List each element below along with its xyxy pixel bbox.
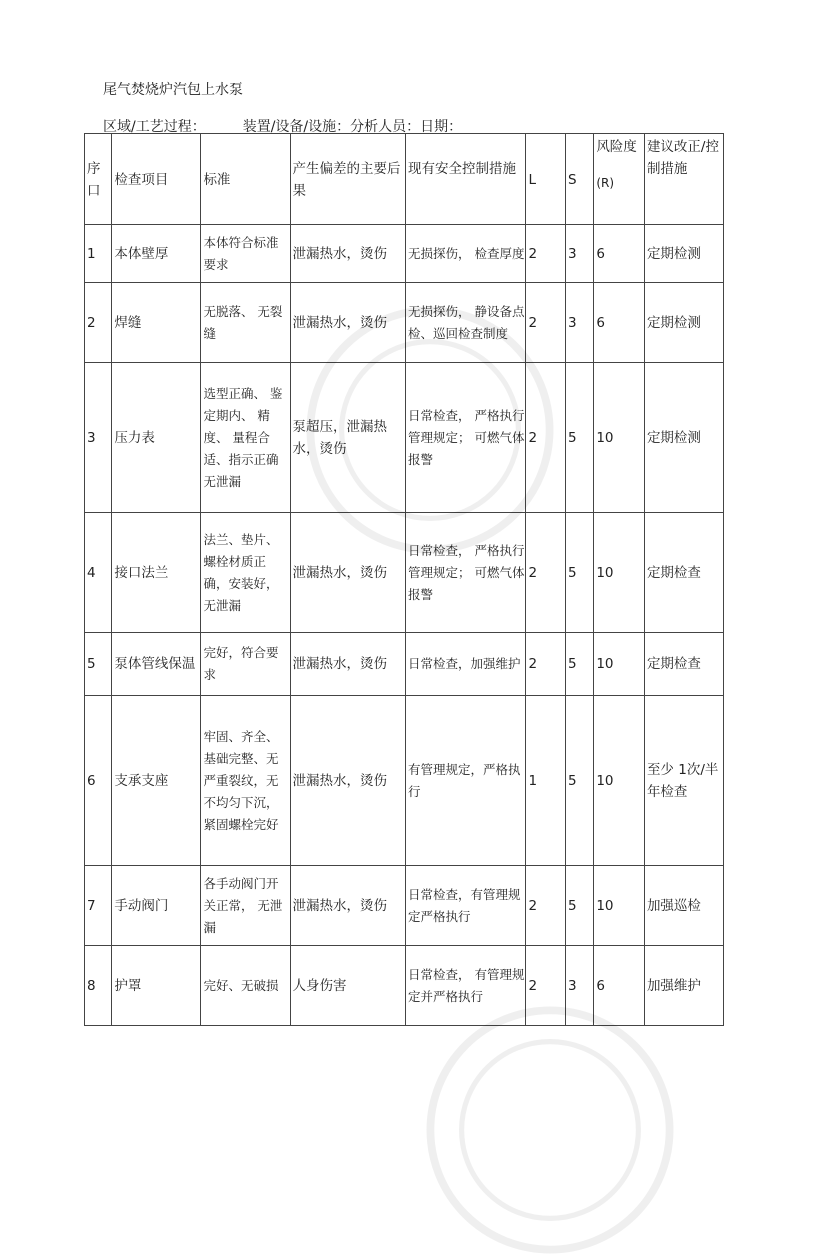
watermark-seal-bottom [420,1000,680,1260]
cell-standard: 本体符合标准要求 [201,225,290,283]
cell-advice: 定期检测 [644,363,723,513]
cell-item: 焊缝 [112,283,201,363]
cell-consequence: 泄漏热水，烫伤 [290,513,405,633]
cell-standard: 完好、无破损 [201,946,290,1026]
cell-l: 2 [526,866,565,946]
cell-item: 泵体管线保温 [112,633,201,696]
cell-advice: 加强巡检 [644,866,723,946]
cell-control: 日常检查，有管理规定严格执行 [405,866,526,946]
cell-r: 10 [594,696,645,866]
inspection-table [84,133,724,1026]
cell-s: 5 [565,513,593,633]
cell-item: 护罩 [112,946,201,1026]
cell-r: 10 [594,363,645,513]
header-s: S [565,134,593,225]
table-header-row [85,134,724,225]
cell-r: 6 [594,283,645,363]
cell-seq: 1 [85,225,112,283]
meta-date: 日期： [420,119,463,135]
header-consequence: 产生偏差的主要后果 [290,134,405,225]
header-risk-label: 风险度 [596,139,637,155]
cell-l: 2 [526,513,565,633]
cell-l: 2 [526,363,565,513]
cell-control: 日常检查，加强维护 [405,633,526,696]
cell-r: 6 [594,225,645,283]
cell-control: 日常检查， 有管理规定并严格执行 [405,946,526,1026]
cell-consequence: 人身伤害 [290,946,405,1026]
cell-standard: 无脱落、 无裂缝 [201,283,290,363]
cell-s: 3 [565,225,593,283]
cell-standard: 牢固、齐全、基础完整、无严重裂纹，无不均匀下沉，紧固螺栓完好 [201,696,290,866]
header-risk-unit: (R) [596,176,615,190]
cell-r: 6 [594,946,645,1026]
cell-control: 无损探伤， 静设备点检、巡回检查制度 [405,283,526,363]
cell-control: 无损探伤， 检查厚度 [405,225,526,283]
cell-s: 3 [565,283,593,363]
meta-device: 装置/设备/设施： [242,119,351,135]
cell-consequence: 泄漏热水，烫伤 [290,225,405,283]
cell-control: 有管理规定，严格执行 [405,696,526,866]
cell-item: 支承支座 [112,696,201,866]
header-l: L [526,134,565,225]
cell-seq: 2 [85,283,112,363]
table-row [85,363,724,513]
header-seq: 序 口 [85,134,112,225]
header-standard: 标准 [201,134,290,225]
header-item: 检查项目 [112,134,201,225]
cell-r: 10 [594,866,645,946]
cell-l: 2 [526,633,565,696]
cell-standard: 选型正确、 鉴定期内、 精度、 量程合适、指示正确无泄漏 [201,363,290,513]
cell-control: 日常检查， 严格执行管理规定； 可燃气体报警 [405,363,526,513]
cell-seq: 6 [85,696,112,866]
cell-consequence: 泄漏热水，烫伤 [290,696,405,866]
cell-item: 本体壁厚 [112,225,201,283]
meta-analyst: 分析人员： [350,119,421,135]
cell-advice: 定期检测 [644,283,723,363]
cell-l: 2 [526,225,565,283]
cell-standard: 法兰、垫片、螺栓材质正确，安装好，无泄漏 [201,513,290,633]
cell-r: 10 [594,633,645,696]
cell-s: 5 [565,633,593,696]
cell-l: 2 [526,946,565,1026]
cell-item: 压力表 [112,363,201,513]
cell-seq: 4 [85,513,112,633]
cell-s: 5 [565,696,593,866]
table-row [85,696,724,866]
cell-item: 接口法兰 [112,513,201,633]
cell-seq: 5 [85,633,112,696]
cell-advice: 加强维护 [644,946,723,1026]
table-row [85,866,724,946]
cell-consequence: 泵超压，泄漏热水，烫伤 [290,363,405,513]
document-title: 尾气焚烧炉汽包上水泵 [103,82,243,98]
cell-s: 5 [565,866,593,946]
table-row [85,283,724,363]
cell-s: 5 [565,363,593,513]
meta-area: 区域/工艺过程： [103,119,206,135]
cell-advice: 至少 1次/半年检查 [644,696,723,866]
header-control: 现有安全控制措施 [405,134,526,225]
cell-l: 2 [526,283,565,363]
table-row [85,946,724,1026]
table-row [85,225,724,283]
header-advice: 建议改正/控制措施 [644,134,723,225]
cell-s: 3 [565,946,593,1026]
table-row [85,633,724,696]
cell-advice: 定期检查 [644,633,723,696]
cell-control: 日常检查， 严格执行管理规定； 可燃气体报警 [405,513,526,633]
cell-consequence: 泄漏热水，烫伤 [290,866,405,946]
cell-item: 手动阀门 [112,866,201,946]
header-risk [594,134,645,225]
cell-l: 1 [526,696,565,866]
cell-seq: 8 [85,946,112,1026]
cell-consequence: 泄漏热水，烫伤 [290,283,405,363]
cell-seq: 7 [85,866,112,946]
table-row [85,513,724,633]
cell-standard: 各手动阀门开关正常， 无泄漏 [201,866,290,946]
cell-advice: 定期检查 [644,513,723,633]
cell-seq: 3 [85,363,112,513]
cell-advice: 定期检测 [644,225,723,283]
cell-r: 10 [594,513,645,633]
cell-consequence: 泄漏热水，烫伤 [290,633,405,696]
cell-standard: 完好，符合要求 [201,633,290,696]
